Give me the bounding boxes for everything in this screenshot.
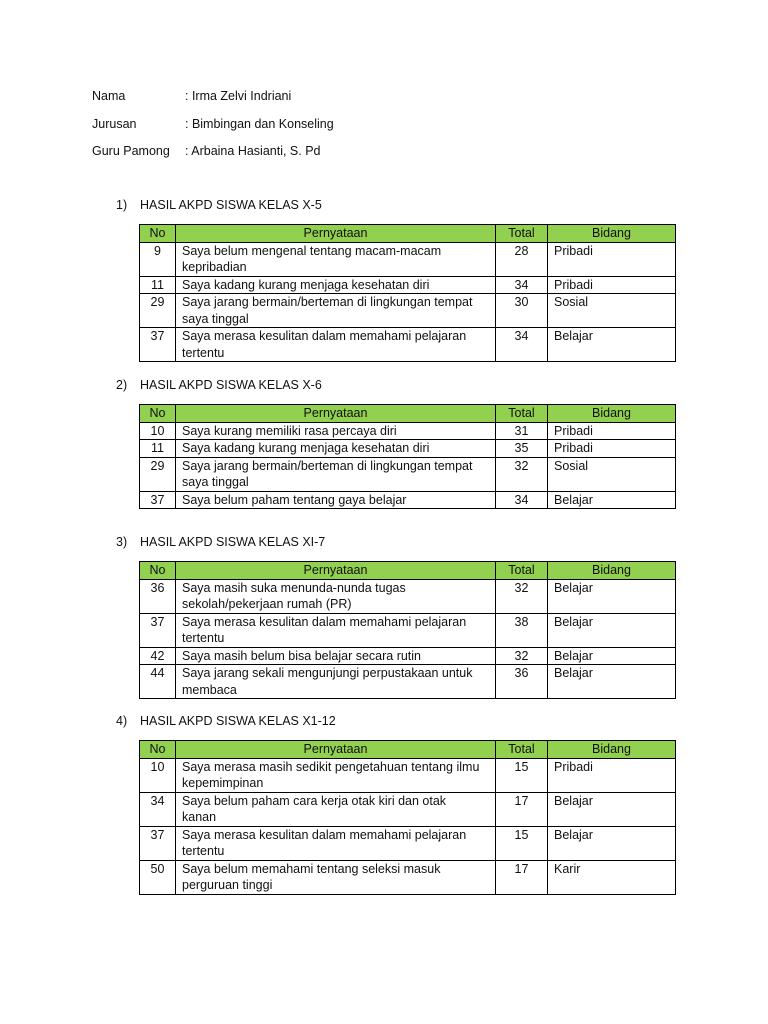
cell-pernyataan: [176, 491, 496, 509]
statement-line: Saya belum paham tentang gaya belajar: [182, 492, 407, 507]
section-heading: HASIL AKPD SISWA KELAS X-5: [140, 198, 322, 212]
section-number: 3): [116, 535, 128, 549]
cell-no: 50: [140, 860, 176, 894]
table-row: [140, 242, 676, 276]
cell-total: 15: [496, 758, 548, 792]
statement-line: sekolah/pekerjaan rumah (PR): [182, 597, 352, 611]
cell-bidang: Belajar: [548, 613, 676, 647]
guru-pamong-label: Guru Pamong: [92, 144, 170, 158]
cell-no: 44: [140, 665, 176, 699]
statement-line: Saya jarang sekali mengunjungi perpustakaan untuk: [182, 666, 473, 680]
header-total: Total: [496, 225, 548, 243]
cell-total: 31: [496, 422, 548, 440]
table-row: [140, 328, 676, 362]
cell-pernyataan: [176, 440, 496, 458]
cell-total: 32: [496, 457, 548, 491]
cell-no: 11: [140, 440, 176, 458]
cell-bidang: Belajar: [548, 647, 676, 665]
akpd-table: [139, 404, 676, 509]
cell-total: 34: [496, 491, 548, 509]
nama-label: Nama: [92, 89, 126, 103]
cell-total: 28: [496, 242, 548, 276]
header-bidang: Bidang: [548, 405, 676, 423]
header-bidang: Bidang: [548, 741, 676, 759]
cell-pernyataan: [176, 276, 496, 294]
cell-bidang: Belajar: [548, 328, 676, 362]
guru-pamong-row: [92, 142, 334, 170]
table-row: [140, 457, 676, 491]
table-row: [140, 758, 676, 792]
statement-line: tertentu: [182, 844, 225, 858]
section-x5: [116, 196, 676, 362]
cell-no: 37: [140, 613, 176, 647]
cell-pernyataan: [176, 613, 496, 647]
table-row: [140, 665, 676, 699]
nama-value: : Irma Zelvi Indriani: [185, 89, 292, 103]
statement-line: Saya belum mengenal tentang macam-macam: [182, 243, 442, 258]
section-x6: [116, 376, 676, 509]
cell-bidang: Pribadi: [548, 758, 676, 792]
cell-total: 17: [496, 860, 548, 894]
cell-pernyataan: [176, 242, 496, 276]
statement-line: Saya kadang kurang menjaga kesehatan diri: [182, 441, 430, 455]
cell-bidang: Pribadi: [548, 276, 676, 294]
table-header-row: [140, 741, 676, 759]
header-bidang: Bidang: [548, 562, 676, 580]
table-row: [140, 294, 676, 328]
cell-total: 36: [496, 665, 548, 699]
statement-line: Saya merasa kesulitan dalam memahami pelajaran: [182, 329, 467, 343]
cell-no: 10: [140, 422, 176, 440]
section-number: 4): [116, 714, 128, 728]
statement-line: saya tinggal: [182, 475, 249, 489]
akpd-table: [139, 561, 676, 699]
statement-line: Saya belum paham cara kerja otak kiri dan otak: [182, 793, 447, 808]
cell-pernyataan: [176, 826, 496, 860]
guru-pamong-value: : Arbaina Hasianti, S. Pd: [185, 144, 321, 158]
section-heading: HASIL AKPD SISWA KELAS XI-7: [140, 535, 326, 549]
section-xi7: [116, 533, 676, 699]
header-pernyataan: Pernyataan: [176, 741, 496, 759]
cell-total: 17: [496, 792, 548, 826]
statement-line: Saya merasa kesulitan dalam memahami pelajaran: [182, 614, 467, 629]
cell-no: 29: [140, 294, 176, 328]
cell-no: 9: [140, 242, 176, 276]
section-number: 1): [116, 198, 128, 212]
cell-pernyataan: [176, 860, 496, 894]
statement-line: Saya jarang bermain/berteman di lingkungan tempat: [182, 295, 473, 309]
cell-bidang: Pribadi: [548, 242, 676, 276]
header-pernyataan: Pernyataan: [176, 562, 496, 580]
cell-no: 10: [140, 758, 176, 792]
statement-line: perguruan tinggi: [182, 878, 273, 892]
cell-no: 34: [140, 792, 176, 826]
cell-pernyataan: [176, 647, 496, 665]
statement-line: kepemimpinan: [182, 776, 264, 790]
jurusan-row: [92, 115, 334, 143]
section-title: [116, 376, 676, 394]
statement-line: Saya masih belum bisa belajar secara rutin: [182, 648, 422, 663]
header-total: Total: [496, 562, 548, 580]
cell-no: 37: [140, 328, 176, 362]
cell-total: 30: [496, 294, 548, 328]
header-pernyataan: Pernyataan: [176, 225, 496, 243]
header-total: Total: [496, 405, 548, 423]
table-row: [140, 422, 676, 440]
statement-line: kanan: [182, 810, 217, 824]
jurusan-value: : Bimbingan dan Konseling: [185, 116, 334, 131]
statement-line: Saya kurang memiliki rasa percaya diri: [182, 423, 397, 438]
section-number: 2): [116, 378, 128, 392]
cell-bidang: Pribadi: [548, 422, 676, 440]
cell-no: 11: [140, 276, 176, 294]
cell-no: 37: [140, 491, 176, 509]
table-row: [140, 276, 676, 294]
cell-pernyataan: [176, 758, 496, 792]
statement-line: Saya merasa masih sedikit pengetahuan tentang ilmu: [182, 759, 480, 774]
statement-line: saya tinggal: [182, 311, 249, 326]
table-header-row: [140, 562, 676, 580]
cell-pernyataan: [176, 328, 496, 362]
header-no: No: [140, 225, 176, 243]
cell-pernyataan: [176, 422, 496, 440]
table-header-row: [140, 225, 676, 243]
statement-line: Saya kadang kurang menjaga kesehatan diri: [182, 277, 430, 292]
cell-total: 15: [496, 826, 548, 860]
section-heading: HASIL AKPD SISWA KELAS X1-12: [140, 714, 336, 728]
cell-pernyataan: [176, 792, 496, 826]
cell-pernyataan: [176, 665, 496, 699]
nama-row: [92, 87, 334, 115]
section-title: [116, 196, 676, 214]
table-row: [140, 613, 676, 647]
cell-bidang: Belajar: [548, 665, 676, 699]
header-bidang: Bidang: [548, 225, 676, 243]
header-no: No: [140, 405, 176, 423]
cell-total: 38: [496, 613, 548, 647]
table-row: [140, 860, 676, 894]
identity-block: [92, 87, 334, 170]
cell-total: 34: [496, 276, 548, 294]
header-no: No: [140, 741, 176, 759]
cell-bidang: Belajar: [548, 491, 676, 509]
statement-line: tertentu: [182, 345, 225, 360]
statement-line: Saya belum memahami tentang seleksi masuk: [182, 861, 441, 876]
cell-total: 35: [496, 440, 548, 458]
table-header-row: [140, 405, 676, 423]
section-x1-12: [116, 712, 676, 895]
table-row: [140, 491, 676, 509]
statement-line: Saya masih suka menunda-nunda tugas: [182, 580, 406, 595]
cell-pernyataan: [176, 457, 496, 491]
table-row: [140, 647, 676, 665]
cell-total: 34: [496, 328, 548, 362]
table-row: [140, 792, 676, 826]
cell-no: 29: [140, 457, 176, 491]
cell-no: 37: [140, 826, 176, 860]
cell-total: 32: [496, 579, 548, 613]
cell-bidang: Belajar: [548, 579, 676, 613]
cell-no: 42: [140, 647, 176, 665]
table-row: [140, 579, 676, 613]
akpd-table: [139, 224, 676, 362]
statement-line: membaca: [182, 682, 237, 697]
statement-line: Saya jarang bermain/berteman di lingkungan tempat: [182, 458, 473, 473]
section-heading: HASIL AKPD SISWA KELAS X-6: [140, 378, 322, 392]
cell-bidang: Pribadi: [548, 440, 676, 458]
statement-line: Saya merasa kesulitan dalam memahami pelajaran: [182, 827, 467, 842]
cell-bidang: Karir: [548, 860, 676, 894]
jurusan-label: Jurusan: [92, 116, 137, 131]
header-total: Total: [496, 741, 548, 759]
cell-bidang: Sosial: [548, 294, 676, 328]
cell-bidang: Belajar: [548, 792, 676, 826]
cell-bidang: Belajar: [548, 826, 676, 860]
akpd-table: [139, 740, 676, 895]
cell-bidang: Sosial: [548, 457, 676, 491]
section-title: [116, 533, 676, 551]
cell-pernyataan: [176, 579, 496, 613]
table-row: [140, 440, 676, 458]
cell-pernyataan: [176, 294, 496, 328]
header-no: No: [140, 562, 176, 580]
header-pernyataan: Pernyataan: [176, 405, 496, 423]
statement-line: tertentu: [182, 631, 225, 645]
cell-total: 32: [496, 647, 548, 665]
table-row: [140, 826, 676, 860]
section-title: [116, 712, 676, 730]
cell-no: 36: [140, 579, 176, 613]
statement-line: kepribadian: [182, 260, 247, 274]
